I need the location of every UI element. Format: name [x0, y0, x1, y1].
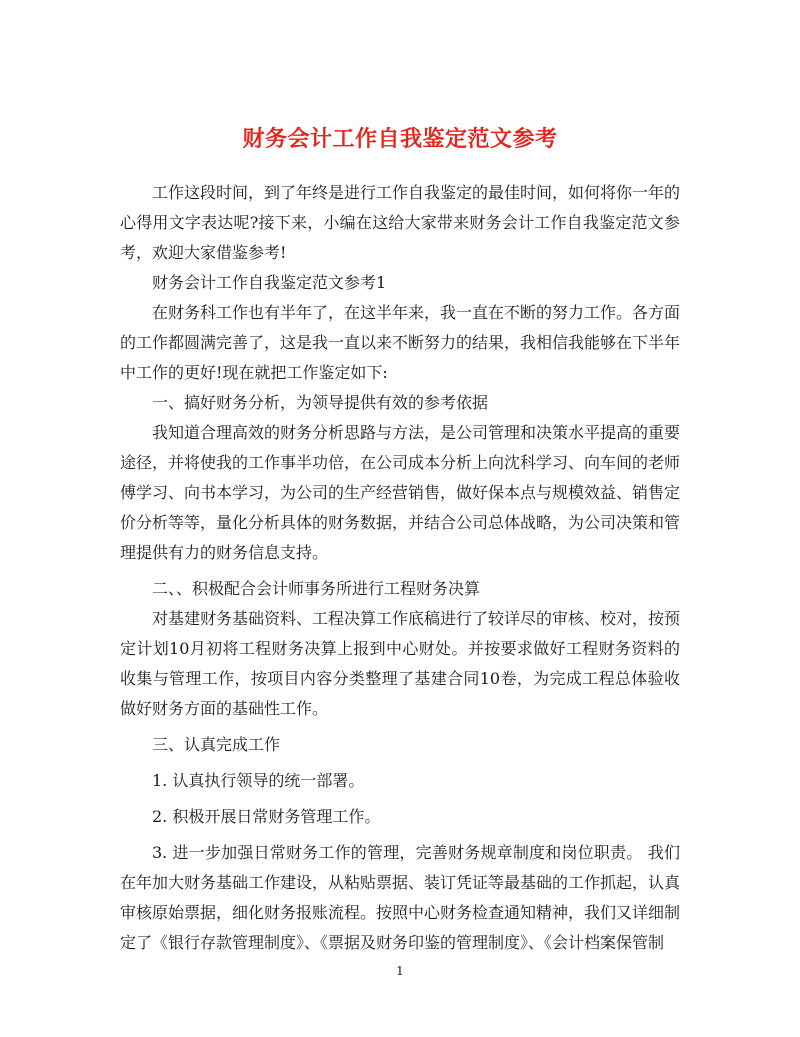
section-title-1: 财务会计工作自我鉴定范文参考1: [152, 273, 387, 292]
heading-3: 三、认真完成工作: [152, 735, 281, 754]
heading-1: 一、搞好财务分析，为领导提供有效的参考依据: [152, 393, 489, 412]
heading-2: 二、、积极配合会计师事务所进行工程财务决算: [152, 579, 481, 598]
page-number: 1: [396, 964, 404, 978]
document-body: [120, 178, 680, 958]
intro-paragraph: 工作这段时间，到了年终是进行工作自我鉴定的最佳时间，如何将你一年的心得用文字表达呢?接下来，小编在这给大家带来财务会计工作自我鉴定范文参考，欢迎大家借鉴参考!: [120, 183, 681, 262]
document-title: 财务会计工作自我鉴定范文参考: [242, 125, 558, 152]
body-paragraph: 我知道合理高效的财务分析思路与方法，是公司管理和决策水平提高的重要途径，并将使我的工作事半功倍，在公司成本分析上向沈科学习、向车间的老师傅学习、向书本学习，为公司的生产经营销售，做好保本点与规模效益、销售定价分析等等，量化分析具体的财务数据，并结合公司总体战略，为公司决策和管理提供有力的财务信息支持。: [120, 423, 681, 562]
body-paragraph: 对基建财务基础资料、工程决算工作底稿进行了较详尽的审核、校对，按预定计划10月初将工程财务决算上报到中心财处。并按要求做好工程财务资料的收集与管理工作，按项目内容分类整理了基建合同10卷，为完成工程总体验收做好财务方面的基础性工作。: [120, 609, 681, 718]
list-item: 3. 进一步加强日常财务工作的管理，完善财务规章制度和岗位职责。 我们在年加大财务基础工作建设，从粘贴票据、装订凭证等最基础的工作抓起，认真审核原始票据，细化财务报账流程。按照中心财务检查通知精神，我们又详细制定了《银行存款管理制度》、《票据及财务印鉴的管理制度》、《会计档案保管制: [120, 843, 681, 952]
body-paragraph: 在财务科工作也有半年了，在这半年来，我一直在不断的努力工作。各方面的工作都圆满完善了，这是我一直以来不断努力的结果，我相信我能够在下半年中工作的更好!现在就把工作鉴定如下:: [120, 303, 681, 382]
list-item: 2. 积极开展日常财务管理工作。: [152, 807, 381, 826]
list-item: 1. 认真执行领导的统一部署。: [152, 771, 365, 790]
